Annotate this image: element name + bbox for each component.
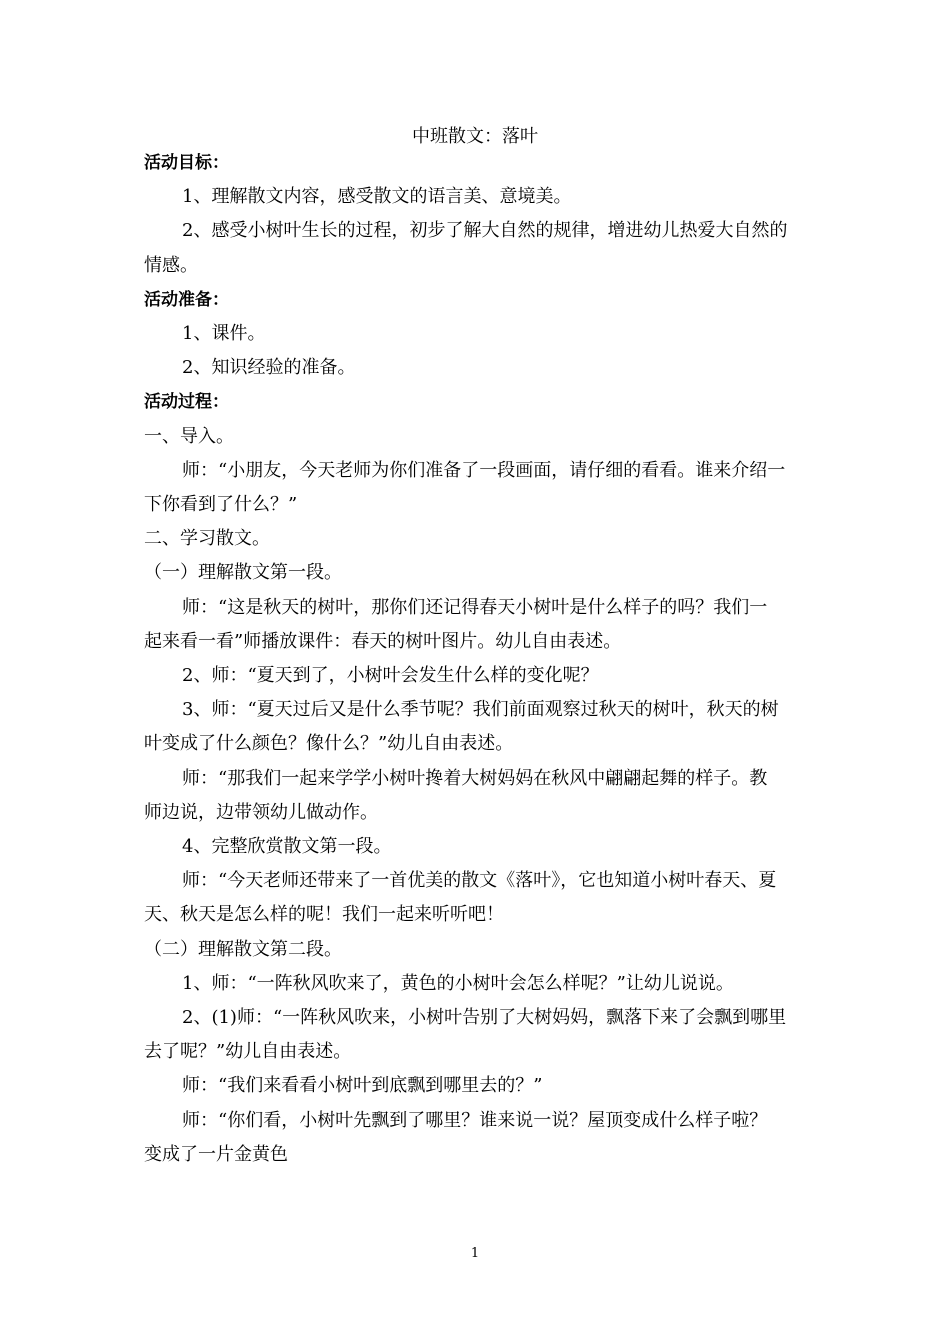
section-heading-preparation: 活动准备： <box>144 289 229 310</box>
paragraph-line: 2、(1)师：“一阵秋风吹来，小树叶告别了大树妈妈，飘落下来了会飘到哪里 <box>182 1007 787 1029</box>
paragraph-line: 1、课件。 <box>182 323 266 345</box>
paragraph-line: 情感。 <box>144 254 198 276</box>
paragraph-line: 1、理解散文内容，感受散文的语言美、意境美。 <box>182 186 572 208</box>
paragraph-line: 叶变成了什么颜色？像什么？”幼儿自由表述。 <box>144 733 514 755</box>
paragraph-line: 师：“你们看，小树叶先飘到了哪里？谁来说一说？屋顶变成什么样子啦？ <box>182 1109 768 1131</box>
paragraph-line: 师边说，边带领幼儿做动作。 <box>144 801 378 823</box>
document-body <box>144 146 808 1172</box>
paragraph-line: 师：“今天老师还带来了一首优美的散文《落叶》，它也知道小树叶春天、夏 <box>182 870 777 892</box>
paragraph-line: （一）理解散文第一段。 <box>144 562 342 584</box>
paragraph-line: 3、师：“夏天过后又是什么季节呢？我们前面观察过秋天的树叶，秋天的树 <box>182 699 779 721</box>
paragraph-line: 师：“那我们一起来学学小树叶搀着大树妈妈在秋风中翩翩起舞的样子。教 <box>182 767 768 789</box>
paragraph-line: 师：“小朋友，今天老师为你们准备了一段画面，请仔细的看看。谁来介绍一 <box>182 459 786 481</box>
paragraph-line: 起来看一看”师播放课件：春天的树叶图片。幼儿自由表述。 <box>144 630 622 652</box>
section-heading-goals: 活动目标： <box>144 153 229 173</box>
paragraph-line: 2、知识经验的准备。 <box>182 357 356 379</box>
paragraph-line: 师：“我们来看看小树叶到底飘到哪里去的？” <box>182 1075 543 1097</box>
paragraph-line: 二、学习散文。 <box>144 528 270 550</box>
paragraph-line: 1、师：“一阵秋风吹来了，黄色的小树叶会怎么样呢？”让幼儿说说。 <box>182 972 734 994</box>
document-title: 中班散文：落叶 <box>412 126 538 147</box>
paragraph-line: 天、秋天是怎么样的呢！我们一起来听听吧！ <box>144 904 504 926</box>
paragraph-line: 2、感受小树叶生长的过程，初步了解大自然的规律，增进幼儿热爱大自然的 <box>182 220 788 242</box>
paragraph-line: 师：“这是秋天的树叶，那你们还记得春天小树叶是什么样子的吗？我们一 <box>182 596 768 618</box>
paragraph-line: 4、完整欣赏散文第一段。 <box>182 836 392 858</box>
paragraph-line: 2、师：“夏天到了，小树叶会发生什么样的变化呢？ <box>182 665 599 687</box>
paragraph-line: （二）理解散文第二段。 <box>144 938 342 960</box>
paragraph-line: 一、导入。 <box>144 425 234 447</box>
paragraph-line: 变成了一片金黄色 <box>144 1143 288 1165</box>
page-number: 1 <box>470 1246 480 1261</box>
paragraph-line: 下你看到了什么？” <box>144 494 298 516</box>
section-heading-process: 活动过程： <box>144 392 229 413</box>
paragraph-line: 去了呢？”幼儿自由表述。 <box>144 1041 352 1063</box>
